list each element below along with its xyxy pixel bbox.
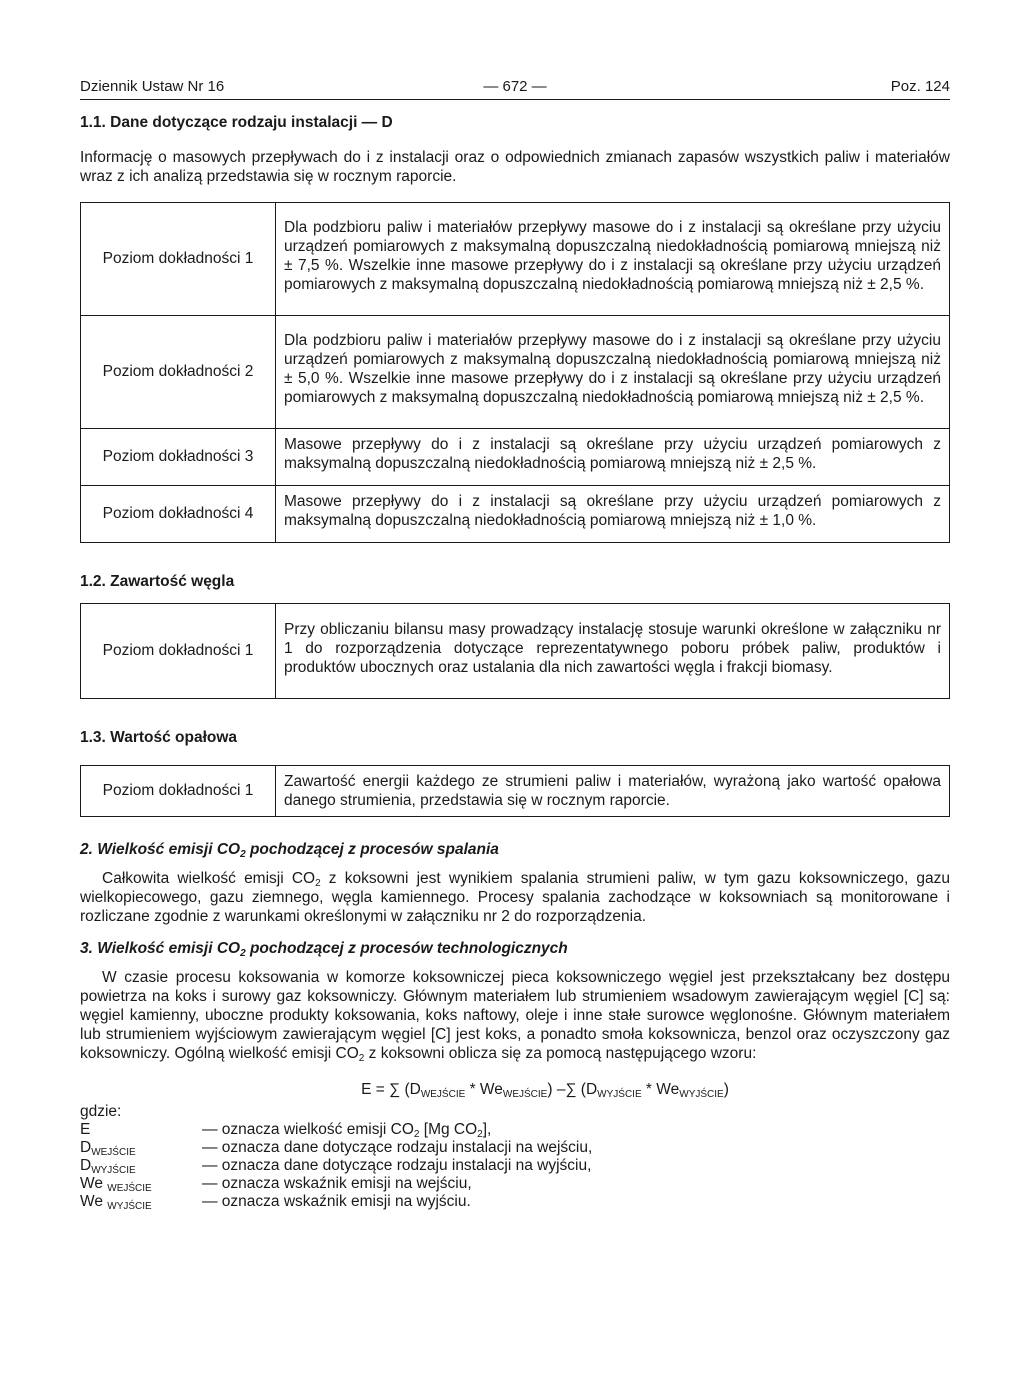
- description-cell: Dla podzbioru paliw i materiałów przepływy masowe do i z instalacji są określane przy użyciu urządzeń pomiarowych z maksymalną dopuszczalną niedokładnością pomiarową mniejszą niż ± 5,0 %. Wszelkie inne masowe przepływy do i z instalacji są określane przy użyciu urządzeń pomiarowych z maksymalną dopuszczalną niedokładnością pomiarową mniejszą niż ± 2,5 %.: [276, 316, 950, 429]
- table-row: [81, 316, 950, 429]
- section-2-paragraph: Całkowita wielkość emisji $CO_2$ z koksowni jest wynikiem spalania strumieni paliw, w tym gazu koksowniczego, gazu wielkopiecowego, gazu ziemnego, węgla kamiennego. Procesy spalania zachodzące w koksowniach są monitorowane i rozliczane zgodnie z warunkami określonymi w załączniku nr 2 do rozporządzenia.: [80, 870, 951, 925]
- description-cell: Przy obliczaniu bilansu masy prowadzący instalację stosuje warunki określone w załączniku nr 1 do rozporządzenia dotyczące reprezentatywnego poboru próbek paliw, produktów i produktów ubocznych oraz ustalania dla nich zawartości węgla i frakcji biomasy.: [276, 604, 950, 699]
- level-cell: Poziom dokładności 1: [81, 203, 276, 316]
- section-1-2-title: 1.2. Zawartość węgla: [80, 573, 235, 590]
- section-1-1-intro: Informację o masowych przepływach do i z instalacji oraz o odpowiednich zmianach zapasów wszystkich paliw i materiałów wraz z ich analizą przedstawia się w rocznym raporcie.: [80, 149, 950, 185]
- section-3-title: 3. Wielkość emisji $CO_2$ pochodzącej z procesów technologicznych: [80, 940, 568, 959]
- section-2-title: 2. Wielkość emisji $CO_2$ pochodzącej z procesów spalania: [80, 841, 499, 860]
- section-1-1-title: 1.1. Dane dotyczące rodzaju instalacji — D: [80, 114, 393, 131]
- table-row: [81, 766, 950, 817]
- where-label: gdzie:: [80, 1103, 122, 1120]
- definition-row: E — oznacza wielkość emisji $CO_2$ [Mg $CO_2$],: [80, 1121, 492, 1140]
- page-header: [80, 78, 950, 100]
- definition-row: $D_{WEJŚCIE}$ — oznacza dane dotyczące rodzaju instalacji na wejściu,: [80, 1139, 593, 1158]
- accuracy-table-1-3: [80, 765, 950, 817]
- level-cell: Poziom dokładności 1: [81, 604, 276, 699]
- accuracy-table-1-1: [80, 202, 950, 543]
- page-number: — 672 —: [483, 78, 547, 95]
- level-cell: Poziom dokładności 1: [81, 766, 276, 817]
- table-row: [81, 486, 950, 543]
- description-cell: Dla podzbioru paliw i materiałów przepływy masowe do i z instalacji są określane przy użyciu urządzeń pomiarowych z maksymalną dopuszczalną niedokładnością pomiarową mniejszą niż ± 7,5 %. Wszelkie inne masowe przepływy do i z instalacji są określane przy użyciu urządzeń pomiarowych z maksymalną dopuszczalną niedokładnością pomiarową mniejszą niż ± 2,5 %.: [276, 203, 950, 316]
- table-row: [81, 604, 950, 699]
- definition-row: We $_{WYJŚCIE}$ — oznacza wskaźnik emisji na wyjściu.: [80, 1193, 471, 1212]
- section-1-3-title: 1.3. Wartość opałowa: [80, 729, 238, 746]
- description-cell: Zawartość energii każdego ze strumieni paliw i materiałów, wyrażoną jako wartość opałowa danego strumienia, przedstawia się w rocznym raporcie.: [276, 766, 950, 817]
- level-cell: Poziom dokładności 4: [81, 486, 276, 543]
- level-cell: Poziom dokładności 3: [81, 429, 276, 486]
- section-3-paragraph: W czasie procesu koksowania w komorze koksowniczej pieca koksowniczego węgiel jest przekształcany bez dostępu powietrza na koks i surowy gaz koksowniczy. Głównym materiałem lub strumieniem wsadowym zawierającym węgiel [C] są: węgiel kamienny, uboczne produkty koksowania, koks naftowy, oleje i inne stałe surowce węglonośne. Głównym materiałem lub strumieniem wyjściowym zawierającym węgiel [C] jest koks, a ponadto smoła koksownicza, benzol oraz oczyszczony gaz koksowniczy. Ogólną wielkość emisji $CO_2$ z koksowni oblicza się za pomocą następującego wzoru:: [80, 969, 950, 1064]
- formula-definitions: [80, 1103, 950, 1211]
- description-cell: Masowe przepływy do i z instalacji są określane przy użyciu urządzeń pomiarowych z maksymalną dopuszczalną niedokładnością pomiarową mniejszą niż ± 2,5 %.: [276, 429, 950, 486]
- emission-formula: E = ∑ $(D_{WEJŚCIE} * We_{WEJŚCIE})$ –∑ $(D_{WYJŚCIE} * We_{WYJŚCIE})$: [361, 1081, 729, 1100]
- accuracy-table-1-2: [80, 603, 950, 699]
- definition-row: $D_{WYJŚCIE}$ — oznacza dane dotyczące rodzaju instalacji na wyjściu,: [80, 1157, 592, 1176]
- definition-row: We $_{WEJŚCIE}$ — oznacza wskaźnik emisji na wejściu,: [80, 1175, 472, 1194]
- document-page: [80, 78, 950, 1211]
- level-cell: Poziom dokładności 2: [81, 316, 276, 429]
- description-cell: Masowe przepływy do i z instalacji są określane przy użyciu urządzeń pomiarowych z maksymalną dopuszczalną niedokładnością pomiarową mniejszą niż ± 1,0 %.: [276, 486, 950, 543]
- journal-title: Dziennik Ustaw Nr 16: [80, 78, 225, 95]
- table-row: [81, 203, 950, 316]
- table-row: [81, 429, 950, 486]
- position-number: Poz. 124: [890, 78, 950, 95]
